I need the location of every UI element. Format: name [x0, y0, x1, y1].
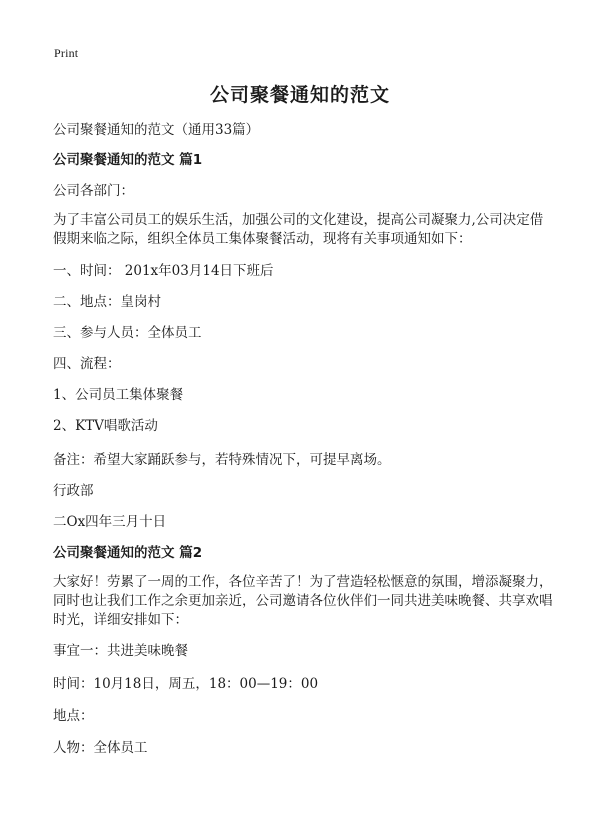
item-time: 一、时间： 201x年03月14日下班后 [53, 263, 274, 279]
department-signature: 行政部 [53, 483, 94, 499]
event-time: 时间：10月18日，周五，18：00—19：00 [53, 676, 319, 692]
item-place: 二、地点：皇岗村 [53, 294, 161, 310]
note-line: 备注：希望大家踊跃参与，若特殊情况下，可提早离场。 [53, 452, 391, 468]
notice-date: 二Ox四年三月十日 [53, 514, 167, 530]
item-people: 三、参与人员：全体员工 [53, 325, 202, 341]
section-heading-2: 公司聚餐通知的范文 篇2 [53, 545, 203, 561]
print-link[interactable]: Print [54, 46, 79, 60]
notice-paragraph: 为了丰富公司员工的娱乐生活，加强公司的文化建设，提高公司凝聚力,公司决定借假期来临之际，组织全体员工集体聚餐活动，现将有关事项通知如下： [53, 212, 544, 247]
item-flow: 四、流程： [53, 356, 121, 372]
greeting-line: 公司各部门： [53, 183, 134, 199]
section-heading-1: 公司聚餐通知的范文 篇1 [53, 152, 203, 168]
event-place: 地点： [53, 708, 94, 724]
flow-step-1: 1、公司员工集体聚餐 [53, 387, 184, 403]
page-title: 公司聚餐通知的范文 [209, 84, 390, 106]
document-subtitle: 公司聚餐通知的范文（通用33篇） [53, 122, 260, 138]
event-people: 人物：全体员工 [53, 740, 148, 756]
event-line: 事宜一：共进美味晚餐 [53, 643, 188, 659]
flow-step-2: 2、KTV唱歌活动 [53, 418, 158, 434]
welcome-paragraph: 大家好！劳累了一周的工作，各位辛苦了！为了营造轻松惬意的氛围，增添凝聚力，同时也让我们工作之余更加亲近，公司邀请各位伙伴们一同共进美味晚餐、共享欢唱时光，详细安排如下： [53, 574, 553, 628]
